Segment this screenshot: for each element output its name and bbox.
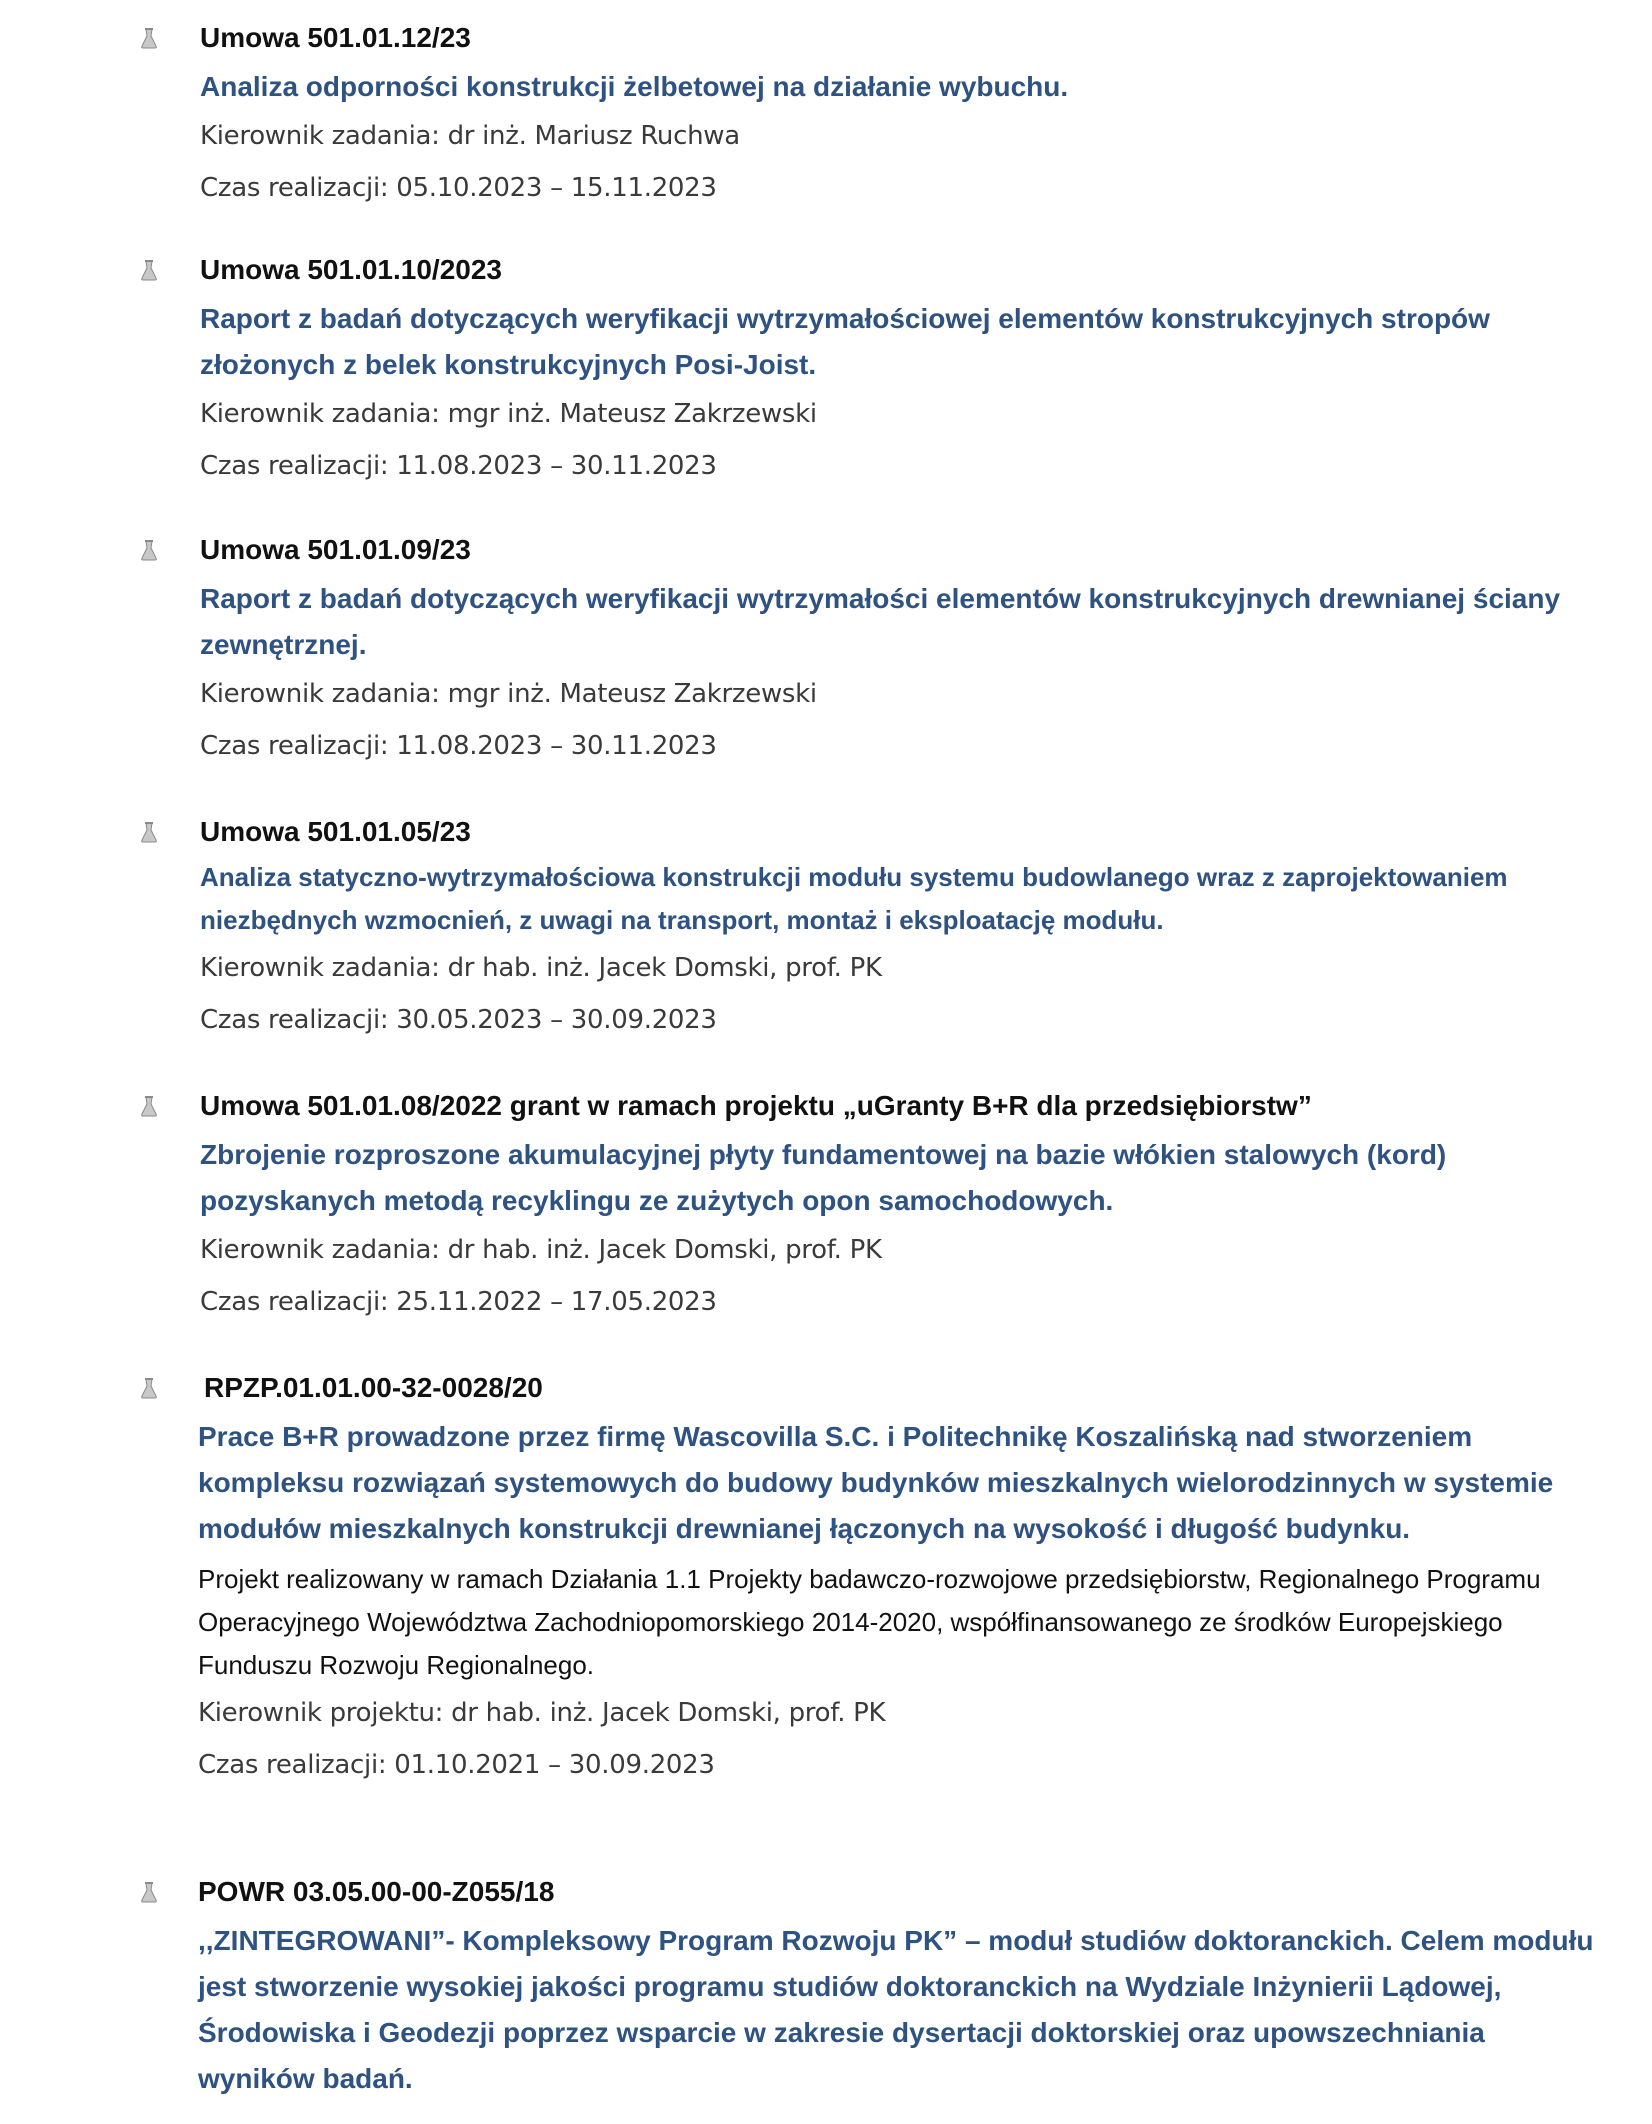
realization-period-dates: 11.08.2023 – 30.11.2023 <box>396 451 717 481</box>
task-manager-name: mgr inż. Mateusz Zakrzewski <box>447 679 817 709</box>
realization-period <box>200 440 1600 492</box>
flask-icon <box>140 539 158 561</box>
task-manager-name: dr hab. inż. Jacek Domski, prof. PK <box>447 953 882 983</box>
realization-period-label: Czas realizacji: <box>200 451 389 481</box>
task-manager-label: Kierownik zadania: <box>200 953 440 983</box>
realization-period-label: Czas realizacji: <box>200 1287 389 1317</box>
realization-period <box>200 720 1600 772</box>
realization-period <box>200 994 1600 1046</box>
task-manager <box>200 668 1600 720</box>
contract-title: Raport z badań dotyczących weryfikacji wytrzymałościowej elementów konstrukcyjnych stropów złożonych z belek konstrukcyjnych Posi-Joist. <box>200 303 1490 380</box>
task-manager <box>200 1224 1600 1276</box>
contract-title: Raport z badań dotyczących weryfikacji wytrzymałości elementów konstrukcyjnych drewnianej ściany zewnętrznej. <box>200 583 1561 660</box>
task-manager <box>200 110 1600 162</box>
realization-period-dates: 30.05.2023 – 30.09.2023 <box>396 1005 717 1035</box>
project-manager-name: dr hab. inż. Jacek Domski, prof. PK <box>451 1698 886 1728</box>
realization-period-dates: 01.10.2021 – 30.09.2023 <box>394 1750 715 1780</box>
task-manager <box>200 942 1600 994</box>
project-description: Projekt realizowany w ramach Działania 1.1 Projekty badawczo-rozwojowe przedsiębiorstw, Regionalnego Programu Operacyjnego Województwa Zachodniopomorskiego 2014-2020, współfinansowanego ze środków Europejskiego Funduszu Rozwoju Regionalnego. <box>198 1564 1541 1680</box>
realization-period-label: Czas realizacji: <box>198 1750 387 1780</box>
project-number: RPZP.01.01.00-32-0028/20 <box>204 1372 543 1403</box>
task-manager-name: dr hab. inż. Jacek Domski, prof. PK <box>447 1235 882 1265</box>
project-manager <box>198 1687 1598 1739</box>
project-title: Prace B+R prowadzone przez firmę Wascovilla S.C. i Politechnikę Koszalińską nad stworzeniem kompleksu rozwiązań systemowych do budowy budynków mieszkalnych wielorodzinnych w systemie modułów mieszkalnych konstrukcji drewnianej łączonych na wysokość i długość budynku. <box>198 1421 1554 1544</box>
task-manager-name: dr inż. Mariusz Ruchwa <box>447 121 740 151</box>
task-manager-label: Kierownik zadania: <box>200 399 440 429</box>
realization-period <box>200 1276 1600 1328</box>
contract-title: Analiza statyczno-wytrzymałościowa konstrukcji modułu systemu budowlanego wraz z zaprojektowaniem niezbędnych wzmocnień, z uwagi na transport, montaż i eksploatację modułu. <box>200 862 1508 935</box>
flask-icon <box>140 259 158 281</box>
realization-period <box>200 162 1600 214</box>
realization-period-dates: 05.10.2023 – 15.11.2023 <box>396 173 717 203</box>
realization-period-label: Czas realizacji: <box>200 173 389 203</box>
contract-number: Umowa 501.01.10/2023 <box>200 254 502 285</box>
project-number: POWR 03.05.00-00-Z055/18 <box>198 1876 555 1907</box>
project-title: ,,ZINTEGROWANI”- Kompleksowy Program Rozwoju PK” – moduł studiów doktoranckich. Celem modułu jest stworzenie wysokiej jakości programu studiów doktoranckich na Wydziale Inżynierii Lądowej, Środowiska i Geodezji poprzez wsparcie w zakresie dysertacji doktorskiej oraz upowszechniania wyników badań. <box>198 1925 1594 2094</box>
contract-number: Umowa 501.01.12/23 <box>200 22 471 53</box>
contract-number: Umowa 501.01.09/23 <box>200 534 471 565</box>
flask-icon <box>140 1881 158 1903</box>
flask-icon <box>140 1095 158 1117</box>
realization-period-label: Czas realizacji: <box>200 731 389 761</box>
flask-icon <box>140 821 158 843</box>
realization-period-dates: 25.11.2022 – 17.05.2023 <box>396 1287 717 1317</box>
realization-period <box>198 1739 1598 1791</box>
realization-period-dates: 11.08.2023 – 30.11.2023 <box>396 731 717 761</box>
contract-number: Umowa 501.01.05/23 <box>200 816 471 847</box>
contract-number: Umowa 501.01.08/2022 grant w ramach projektu „uGranty B+R dla przedsiębiorstw” <box>200 1090 1312 1121</box>
realization-period-label: Czas realizacji: <box>200 1005 389 1035</box>
contract-title: Zbrojenie rozproszone akumulacyjnej płyty fundamentowej na bazie włókien stalowych (kord) pozyskanych metodą recyklingu ze zużytych opon samochodowych. <box>200 1139 1447 1216</box>
task-manager-label: Kierownik zadania: <box>200 121 440 151</box>
flask-icon <box>140 1377 158 1399</box>
task-manager-name: mgr inż. Mateusz Zakrzewski <box>447 399 817 429</box>
task-manager <box>200 388 1600 440</box>
contract-title: Analiza odporności konstrukcji żelbetowej na działanie wybuchu. <box>200 71 1069 102</box>
task-manager-label: Kierownik zadania: <box>200 1235 440 1265</box>
project-manager-label: Kierownik projektu: <box>198 1698 444 1728</box>
task-manager-label: Kierownik zadania: <box>200 679 440 709</box>
flask-icon <box>140 27 158 49</box>
